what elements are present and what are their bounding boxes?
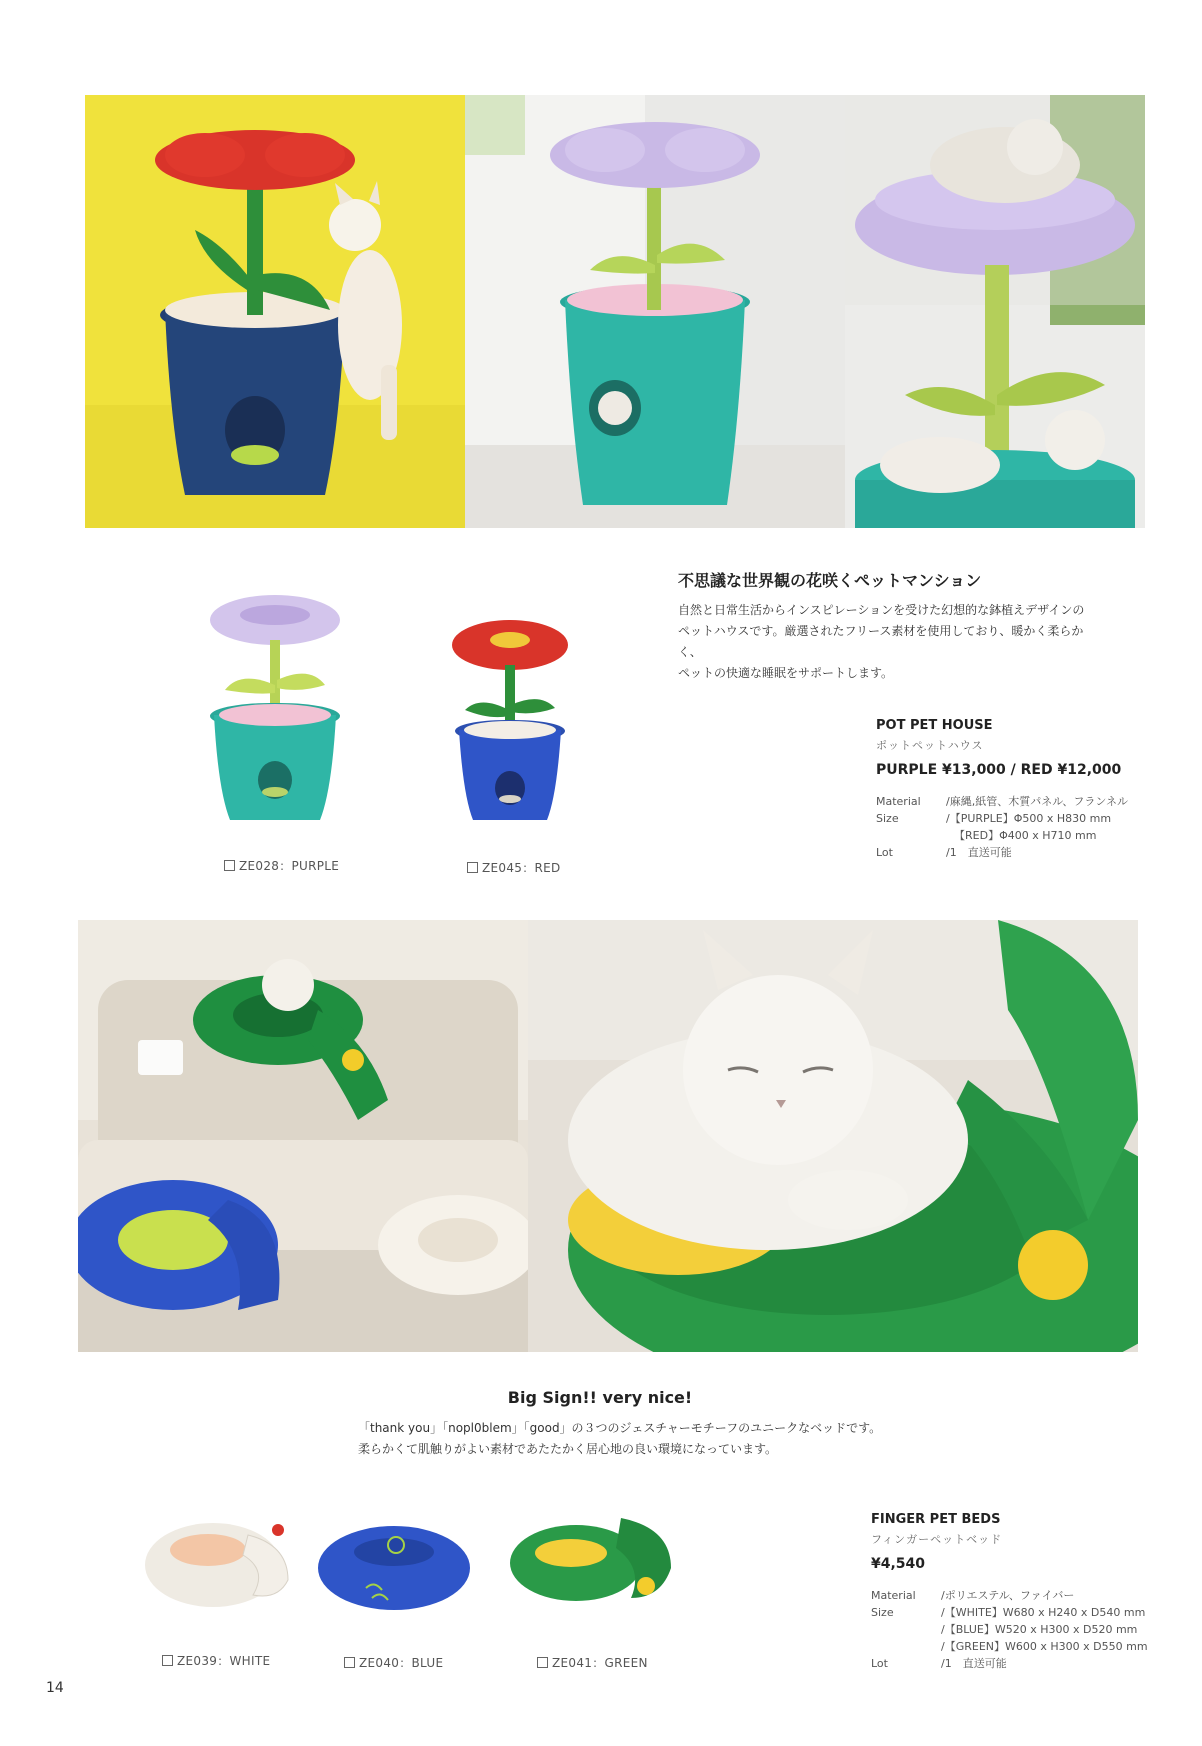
pot-house-spec-table [876, 793, 1128, 861]
pot-house-product-kana: ポットペットハウス [876, 739, 984, 752]
variant-code-blue: ZE040：BLUE [344, 1654, 443, 1671]
spec-value: /麻縄,紙管、木質パネル、フランネル [946, 795, 1128, 808]
spec-label: Material [876, 795, 921, 808]
spec-label: Lot [876, 846, 893, 859]
finger-beds-product-name: FINGER PET BEDS [871, 1512, 1001, 1527]
checkbox-icon [344, 1657, 355, 1668]
photo-cat-in-green-finger-bed [528, 920, 1138, 1352]
spec-row [876, 844, 1128, 861]
photo-finger-beds-on-sofa [78, 920, 528, 1352]
pot-house-headline: 不思議な世界観の花咲くペットマンション [678, 571, 982, 590]
pot-house-price: PURPLE ¥13,000 / RED ¥12,000 [876, 762, 1122, 778]
description-line: ペットの快適な睡眠をサポートします。 [678, 666, 894, 680]
spec-label [876, 827, 946, 844]
description-line: 柔らかくて肌触りがよい素材であたたかく居心地の良い環境になっています。 [358, 1442, 778, 1456]
spec-row [871, 1587, 1148, 1604]
spec-row [876, 793, 1128, 810]
description-line: 自然と日常生活からインスピレーションを受けた幻想的な鉢植えデザインの [678, 603, 1085, 617]
spec-row [876, 810, 1128, 827]
spec-value: /ポリエステル、ファイバー [941, 1589, 1075, 1602]
checkbox-icon [467, 862, 478, 873]
spec-row [871, 1655, 1148, 1672]
description-line: 「thank you」「nopl0blem」「good」の３つのジェスチャーモチーフのユニークなベッドです。 [358, 1421, 882, 1435]
photo-cats-on-purple-flower-tower [845, 95, 1145, 528]
spec-value: 【RED】Φ400 x H710 mm [954, 829, 1097, 842]
spec-label: Lot [871, 1657, 888, 1670]
checkbox-icon [162, 1655, 173, 1666]
spec-label: Size [876, 812, 899, 825]
product-image-blue-finger-bed [314, 1510, 474, 1615]
spec-label [871, 1621, 941, 1638]
spec-value: /【PURPLE】Φ500 x H830 mm [946, 812, 1112, 825]
finger-beds-price: ¥4,540 [871, 1556, 926, 1572]
finger-beds-description [358, 1418, 958, 1460]
variant-code-green: ZE041：GREEN [537, 1654, 648, 1671]
spec-value: /【BLUE】W520 x H300 x D520 mm [941, 1623, 1138, 1636]
page-number: 14 [46, 1680, 64, 1696]
pot-house-description [678, 600, 1098, 684]
finger-beds-headline: Big Sign!! very nice! [507, 1388, 693, 1407]
spec-label [871, 1638, 941, 1655]
spec-label: Size [871, 1606, 894, 1619]
product-image-red-pot-house [445, 610, 575, 830]
spec-value: /【GREEN】W600 x H300 x D550 mm [941, 1640, 1148, 1653]
description-line: ペットハウスです。厳選されたフリース素材を使用しており、暖かく柔らかく、 [678, 624, 1084, 659]
finger-beds-spec-table [871, 1587, 1148, 1672]
pot-house-product-name: POT PET HOUSE [876, 718, 993, 733]
checkbox-icon [537, 1657, 548, 1668]
checkbox-icon [224, 860, 235, 871]
spec-row [871, 1638, 1148, 1655]
spec-row [876, 827, 1128, 844]
variant-code-white: ZE039：WHITE [162, 1652, 270, 1669]
product-image-purple-pot-house [200, 585, 350, 830]
product-image-green-finger-bed [506, 1508, 676, 1613]
variant-code-purple: ZE028：PURPLE [224, 857, 339, 874]
spec-row [871, 1604, 1148, 1621]
spec-value: /1 直送可能 [941, 1657, 1007, 1670]
variant-code-red: ZE045：RED [467, 859, 561, 876]
finger-beds-product-kana: フィンガーペットベッド [871, 1533, 1003, 1546]
spec-label: Material [871, 1589, 916, 1602]
spec-value: /1 直送可能 [946, 846, 1012, 859]
photo-purple-pot-house-with-cat [465, 95, 845, 528]
spec-row [871, 1621, 1148, 1638]
spec-value: /【WHITE】W680 x H240 x D540 mm [941, 1606, 1146, 1619]
product-image-white-finger-bed [138, 1505, 298, 1615]
photo-red-pot-house-with-cat [85, 95, 465, 528]
